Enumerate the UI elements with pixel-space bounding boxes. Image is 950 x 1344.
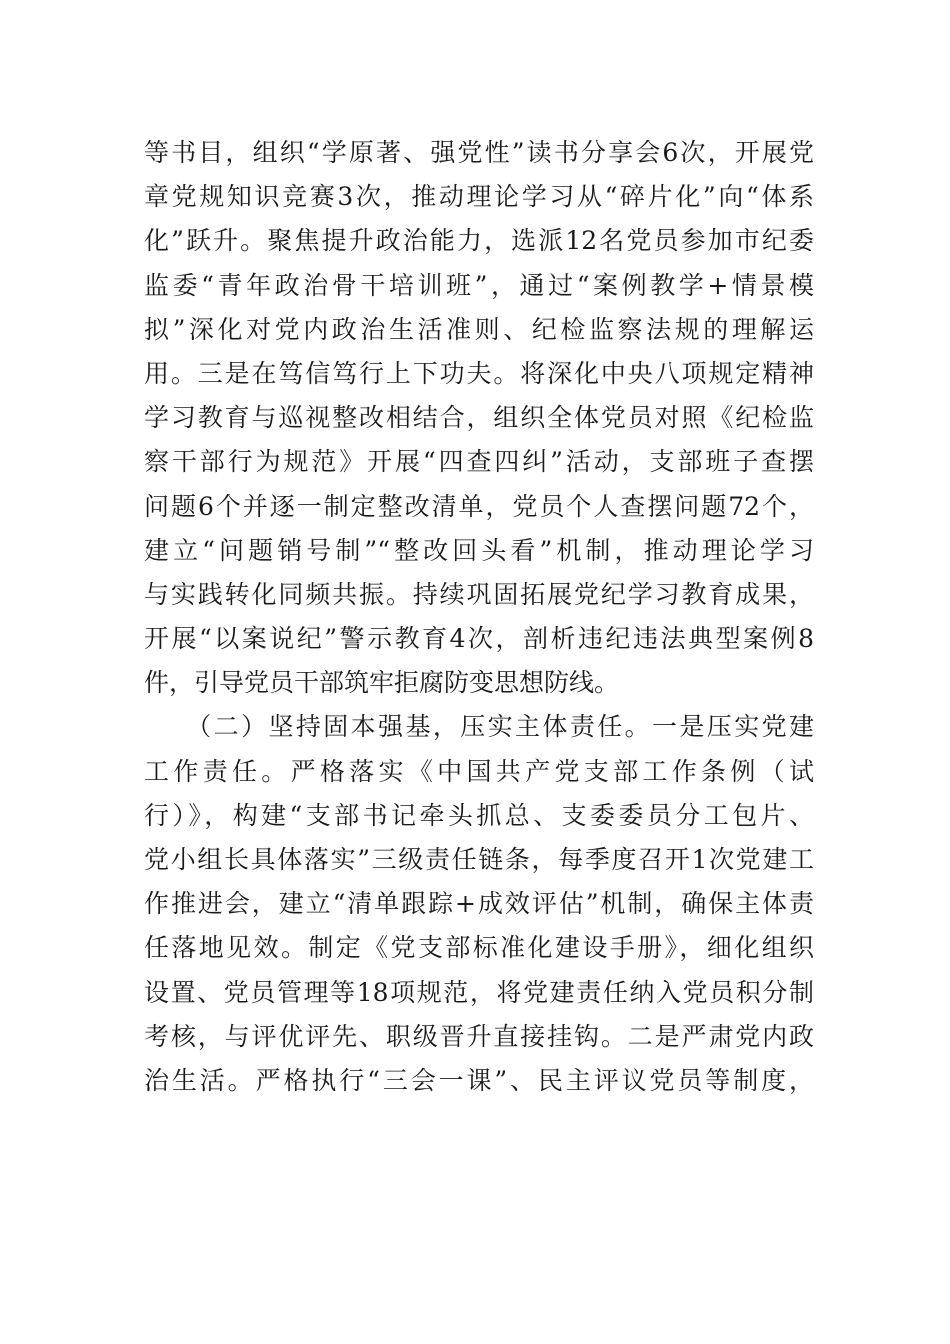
text-line: 设置、党员管理等18项规范，将党建责任纳入党员积分制: [144, 977, 814, 1007]
text-line: 任落地见效。制定《党支部标准化建设手册》，细化组织: [144, 933, 814, 963]
text-line: 拟”深化对党内政治生活准则、纪检监察法规的理解运: [144, 314, 814, 344]
text-line: 用。三是在笃信笃行上下功夫。将深化中央八项规定精神: [144, 358, 814, 388]
text-line: 学习教育与巡视整改相结合，组织全体党员对照《纪检监: [144, 403, 814, 433]
text-line: 党小组长具体落实”三级责任链条，每季度召开1次党建工: [144, 845, 814, 874]
text-line: 行）》，构建“支部书记牵头抓总、支委委员分工包片、: [144, 800, 814, 830]
text-line: 治生活。严格执行“三会一课”、民主评议党员等制度，: [144, 1065, 814, 1095]
text-line: 与实践转化同频共振。持续巩固拓展党纪学习教育成果，: [144, 579, 814, 609]
text-line: 等书目，组织“学原著、强党性”读书分享会6次，开展党: [144, 138, 814, 167]
text-line: 考核，与评优评先、职级晋升直接挂钩。二是严肃党内政: [144, 1021, 814, 1051]
text-line: 监委“青年政治骨干培训班”，通过“案例教学+情景模: [144, 270, 814, 300]
text-line: 问题6个并逐一制定整改清单，党员个人查摆问题72个，: [144, 491, 814, 521]
text-line: 察干部行为规范》开展“四查四纠”活动，支部班子查摆: [144, 447, 814, 477]
text-line: 工作责任。严格落实《中国共产党支部工作条例（试: [144, 756, 814, 786]
text-line: 开展“以案说纪”警示教育4次，剖析违纪违法典型案例8: [144, 624, 814, 654]
text-line: 件，引导党员干部筑牢拒腐防变思想防线。: [144, 668, 620, 698]
text-line: 章党规知识竞赛3次，推动理论学习从“碎片化”向“体系: [144, 182, 814, 212]
document-body: [144, 131, 814, 1103]
text-line: （二）坚持固本强基，压实主体责任。一是压实党建: [144, 712, 814, 742]
text-line: 作推进会，建立“清单跟踪+成效评估”机制，确保主体责: [144, 889, 814, 919]
text-line: 化”跃升。聚焦提升政治能力，选派12名党员参加市纪委: [144, 226, 814, 256]
text-line: 建立“问题销号制”“整改回头看”机制，推动理论学习: [144, 535, 814, 565]
